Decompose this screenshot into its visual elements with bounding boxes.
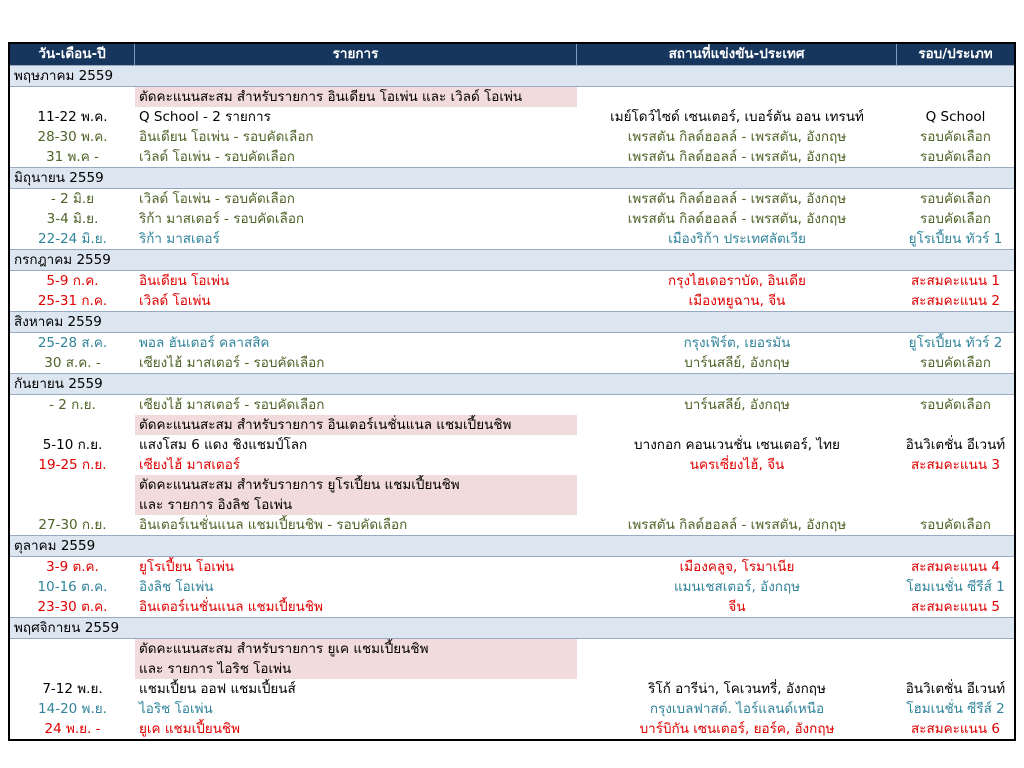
header-row — [10, 44, 1014, 65]
event-name: ริก้า มาสเตอร์ — [139, 231, 220, 247]
month-row — [10, 167, 1014, 189]
event-type: ยูโรเปี้ยน ทัวร์ 1 — [908, 231, 1003, 247]
event-name: แสงโสม 6 แดง ชิงแชมป์โลก — [139, 437, 308, 453]
month-row — [10, 311, 1014, 333]
event-row — [10, 455, 1014, 475]
event-venue: บาร์บิกัน เซนเตอร์, ยอร์ค, อังกฤษ — [639, 721, 835, 737]
event-type: สะสมคะแนน 4 — [911, 559, 1000, 575]
event-name: ไอริช โอเพ่น — [139, 701, 213, 717]
event-venue: บาร์นสลีย์, อังกฤษ — [684, 355, 790, 371]
event-row — [10, 395, 1014, 415]
month-row — [10, 535, 1014, 557]
month-row — [10, 373, 1014, 395]
event-date: 11-22 พ.ค. — [37, 109, 108, 125]
empty-cell — [10, 495, 135, 515]
header-event: รายการ — [135, 44, 577, 65]
empty-cell — [577, 475, 897, 495]
empty-cell — [577, 415, 897, 435]
event-name: ยูโรเปี้ยน โอเพ่น — [139, 559, 235, 575]
event-venue: บางกอก คอนเวนชั่น เซนเตอร์, ไทย — [634, 437, 840, 453]
event-venue: กรุงเฟิร์ต, เยอรมัน — [683, 335, 791, 351]
month-row — [10, 249, 1014, 271]
event-date: 23-30 ต.ค. — [37, 599, 108, 615]
empty-cell — [897, 495, 1014, 515]
cutoff-note-row — [10, 639, 1014, 659]
empty-cell — [10, 415, 135, 435]
empty-cell — [577, 495, 897, 515]
month-row — [10, 65, 1014, 87]
event-row — [10, 147, 1014, 167]
event-date: - 2 ก.ย. — [49, 397, 96, 413]
cutoff-note: และ รายการ อิงลิช โอเพ่น — [135, 495, 577, 515]
event-row — [10, 353, 1014, 373]
event-venue: เพรสตัน กิลด์ฮอลล์ - เพรสตัน, อังกฤษ — [627, 129, 847, 145]
event-row — [10, 557, 1014, 577]
event-date: 5-9 ก.ค. — [46, 273, 99, 289]
empty-cell — [10, 639, 135, 659]
event-type: รอบคัดเลือก — [920, 211, 991, 227]
month-label: พฤษภาคม 2559 — [14, 68, 114, 84]
event-date: 30 ส.ค. - — [44, 355, 101, 371]
event-type: โฮมเนชั่น ซีรีส์ 2 — [906, 701, 1005, 717]
cutoff-note-row — [10, 87, 1014, 107]
event-type: ยูโรเปี้ยน ทัวร์ 2 — [908, 335, 1003, 351]
empty-cell — [897, 415, 1014, 435]
event-venue: แมนเชสเตอร์, อังกฤษ — [673, 579, 801, 595]
month-label: กรกฎาคม 2559 — [14, 252, 111, 268]
empty-cell — [10, 659, 135, 679]
event-name: ยูเค แชมเปี้ยนชิพ — [139, 721, 240, 737]
event-date: 22-24 มิ.ย. — [38, 231, 107, 247]
event-venue: เพรสตัน กิลด์ฮอลล์ - เพรสตัน, อังกฤษ — [627, 149, 847, 165]
event-name: Q School - 2 รายการ — [139, 109, 271, 125]
empty-cell — [897, 639, 1014, 659]
event-row — [10, 719, 1014, 739]
event-date: 3-4 มิ.ย. — [46, 211, 99, 227]
event-row — [10, 271, 1014, 291]
empty-cell — [577, 87, 897, 107]
event-name: แชมเปี้ยน ออฟ แชมเปี้ยนส์ — [139, 681, 296, 697]
event-name: อินเดียน โอเพ่น — [139, 273, 230, 289]
cutoff-note-row — [10, 415, 1014, 435]
event-name: เซียงไฮ้ มาสเตอร์ — [139, 457, 241, 473]
cutoff-note: ตัดคะแนนสะสม สำหรับรายการ ยูเค แชมเปี้ยนชิพ — [135, 639, 577, 659]
event-row — [10, 699, 1014, 719]
event-row — [10, 577, 1014, 597]
cutoff-note: และ รายการ ไอริช โอเพ่น — [135, 659, 577, 679]
event-venue: กรุงเบลฟาสต์. ไอร์แลนด์เหนือ — [649, 701, 825, 717]
cutoff-note-row — [10, 659, 1014, 679]
event-venue: เพรสตัน กิลด์ฮอลล์ - เพรสตัน, อังกฤษ — [627, 211, 847, 227]
event-date: 10-16 ต.ค. — [37, 579, 108, 595]
event-type: สะสมคะแนน 2 — [911, 293, 1000, 309]
event-venue: กรุงไฮเดอราบัด, อินเดีย — [668, 273, 806, 289]
cutoff-note-row — [10, 495, 1014, 515]
month-label: สิงหาคม 2559 — [14, 314, 102, 330]
event-date: 24 พ.ย. - — [44, 721, 101, 737]
event-row — [10, 435, 1014, 455]
event-type: อินวิเตชั่น อีเวนท์ — [905, 437, 1006, 453]
month-label: กันยายน 2559 — [14, 376, 103, 392]
event-row — [10, 127, 1014, 147]
event-name: อินเตอร์เนชั่นแนล แชมเปี้ยนชิพ - รอบคัดเลือก — [139, 517, 408, 533]
event-type: สะสมคะแนน 5 — [911, 599, 1000, 615]
cutoff-note: ตัดคะแนนสะสม สำหรับรายการ อินเตอร์เนชั่นแนล แชมเปี้ยนชิพ — [135, 415, 577, 435]
empty-cell — [897, 87, 1014, 107]
event-date: 5-10 ก.ย. — [42, 437, 103, 453]
event-name: เวิลด์ โอเพ่น — [139, 293, 211, 309]
event-venue: เมย์โดว์ไซด์ เซนเตอร์, เบอร์ตัน ออน เทรนท์ — [610, 109, 864, 125]
event-name: เวิลด์ โอเพ่น - รอบคัดเลือก — [139, 191, 295, 207]
event-date: 28-30 พ.ค. — [37, 129, 108, 145]
header-type: รอบ/ประเภท — [918, 46, 993, 62]
header-venue: สถานที่แข่งขัน-ประเทศ — [577, 44, 897, 65]
event-name: พอล ฮันเตอร์ คลาสสิค — [139, 335, 270, 351]
header-date: วัน-เดือน-ปี — [10, 44, 135, 65]
event-type: รอบคัดเลือก — [920, 191, 991, 207]
event-name: ริก้า มาสเตอร์ - รอบคัดเลือก — [139, 211, 305, 227]
event-row — [10, 515, 1014, 535]
empty-cell — [897, 659, 1014, 679]
event-row — [10, 597, 1014, 617]
empty-cell — [577, 639, 897, 659]
cutoff-note: ตัดคะแนนสะสม สำหรับรายการ ยูโรเปี้ยน แชมเปี้ยนชิพ — [135, 475, 577, 495]
event-type: สะสมคะแนน 1 — [911, 273, 1000, 289]
empty-cell — [10, 475, 135, 495]
event-row — [10, 679, 1014, 699]
event-type: รอบคัดเลือก — [920, 129, 991, 145]
event-venue: ริโก้ อารีน่า, โคเวนทรี่, อังกฤษ — [648, 681, 826, 697]
event-date: 14-20 พ.ย. — [38, 701, 107, 717]
empty-cell — [897, 475, 1014, 495]
event-venue: เมืองคลูจ, โรมาเนีย — [679, 559, 795, 575]
empty-cell — [577, 659, 897, 679]
event-row — [10, 189, 1014, 209]
event-name: อิงลิช โอเพ่น — [139, 579, 214, 595]
event-venue: เมืองหยูฉาน, จีน — [688, 293, 786, 309]
event-type: รอบคัดเลือก — [920, 517, 991, 533]
event-name: อินเตอร์เนชั่นแนล แชมเปี้ยนชิพ — [139, 599, 323, 615]
event-type: สะสมคะแนน 3 — [911, 457, 1000, 473]
event-date: - 2 มิ.ย — [50, 191, 95, 207]
event-type: Q School — [925, 109, 986, 125]
event-venue: นครเซี่ยงไฮ้, จีน — [689, 457, 785, 473]
event-date: 27-30 ก.ย. — [38, 517, 107, 533]
event-type: สะสมคะแนน 6 — [911, 721, 1000, 737]
event-date: 25-28 ส.ค. — [37, 335, 108, 351]
month-label: ตุลาคม 2559 — [14, 538, 96, 554]
event-type: โฮมเนชั่น ซีรีส์ 1 — [906, 579, 1005, 595]
month-label: มิถุนายน 2559 — [14, 170, 104, 186]
event-row — [10, 333, 1014, 353]
event-venue: จีน — [728, 599, 746, 615]
event-date: 7-12 พ.ย. — [42, 681, 103, 697]
empty-cell — [10, 87, 135, 107]
event-name: อินเดียน โอเพ่น - รอบคัดเลือก — [139, 129, 314, 145]
event-venue: บาร์นสลีย์, อังกฤษ — [684, 397, 790, 413]
month-label: พฤศจิกายน 2559 — [14, 620, 120, 636]
event-type: รอบคัดเลือก — [920, 397, 991, 413]
event-date: 25-31 ก.ค. — [37, 293, 108, 309]
event-row — [10, 107, 1014, 127]
event-name: เซียงไฮ้ มาสเตอร์ - รอบคัดเลือก — [139, 397, 325, 413]
event-name: เซียงไฮ้ มาสเตอร์ - รอบคัดเลือก — [139, 355, 325, 371]
event-date: 31 พ.ค - — [46, 149, 99, 165]
event-type: รอบคัดเลือก — [920, 149, 991, 165]
cutoff-note: ตัดคะแนนสะสม สำหรับรายการ อินเดียน โอเพ่น และ เวิลด์ โอเพ่น — [135, 87, 577, 107]
event-row — [10, 291, 1014, 311]
event-type: อินวิเตชั่น อีเวนท์ — [905, 681, 1006, 697]
schedule-table — [8, 42, 1016, 741]
event-venue: เพรสตัน กิลด์ฮอลล์ - เพรสตัน, อังกฤษ — [627, 517, 847, 533]
event-date: 3-9 ต.ค. — [46, 559, 99, 575]
table-body — [10, 65, 1014, 739]
event-venue: เมืองริก้า ประเทศลัตเวีย — [668, 231, 806, 247]
cutoff-note-row — [10, 475, 1014, 495]
event-type: รอบคัดเลือก — [920, 355, 991, 371]
event-row — [10, 229, 1014, 249]
event-date: 19-25 ก.ย. — [38, 457, 107, 473]
event-venue: เพรสตัน กิลด์ฮอลล์ - เพรสตัน, อังกฤษ — [627, 191, 847, 207]
event-name: เวิลด์ โอเพ่น - รอบคัดเลือก — [139, 149, 295, 165]
month-row — [10, 617, 1014, 639]
event-row — [10, 209, 1014, 229]
